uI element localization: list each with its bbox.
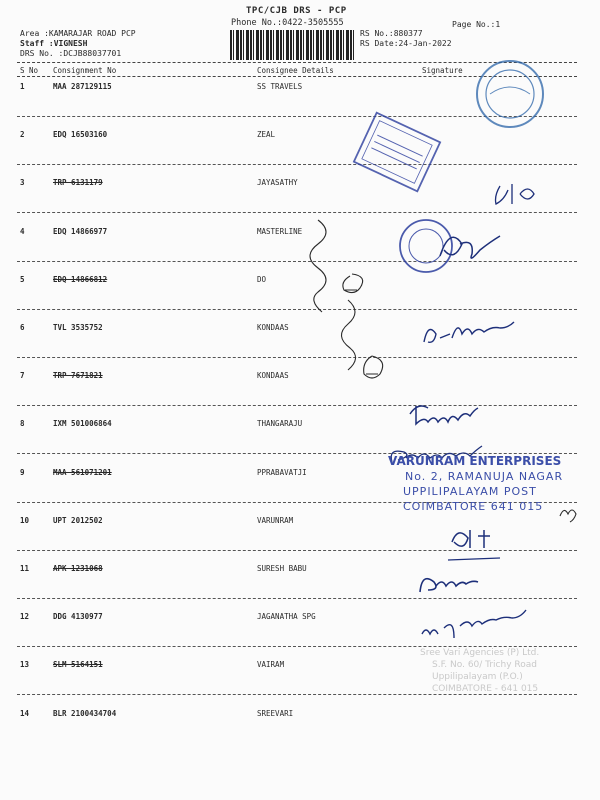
row-consignee-name: JAGANATHA SPG <box>257 612 316 622</box>
col-signature-header: Signature <box>422 66 463 75</box>
row-serial-number: 14 <box>20 708 30 718</box>
row-consignment-number: EDQ 14866812 <box>53 274 108 284</box>
page-number: Page No.:1 <box>452 20 501 29</box>
row-consignee-name: ZEAL <box>257 130 276 140</box>
stamp-varunram-line1: VARUNRAM ENTERPRISES <box>388 454 562 468</box>
row-consignee-name: PPRABAVATJI <box>257 467 307 477</box>
row-serial-number: 9 <box>20 467 25 477</box>
row-divider <box>17 405 577 406</box>
row-serial-number: 5 <box>20 274 25 284</box>
row-consignment-number: APK 1231068 <box>53 564 103 573</box>
row-consignment-number: TVL 3535752 <box>53 323 103 332</box>
row-serial-number: 4 <box>20 226 25 236</box>
staff-label: Staff :VIGNESH <box>20 39 88 48</box>
row-serial-number: 6 <box>20 323 25 332</box>
row-divider <box>17 212 577 213</box>
rs-number: RS No.:880377 <box>360 29 423 38</box>
stamp-varunram-line2: No. 2, RAMANUJA NAGAR <box>405 470 564 483</box>
rs-date: RS Date:24-Jan-2022 <box>360 39 452 48</box>
document-title: TPC/CJB DRS - PCP <box>246 6 347 16</box>
row-divider <box>17 309 577 310</box>
row-consignee-name: KONDAAS <box>257 323 289 332</box>
phone-number: Phone No.:0422-3505555 <box>231 18 344 28</box>
row-consignment-number: TRP 6131179 <box>53 178 103 188</box>
col-sno-header: S No <box>20 66 39 75</box>
row-consignment-number: MAA 287129115 <box>53 82 112 91</box>
row-serial-number: 12 <box>20 612 30 622</box>
row-serial-number: 10 <box>20 515 30 525</box>
stamp-sreevari-line2: S.F. No. 60/ Trichy Road <box>432 660 537 670</box>
row-divider <box>17 164 577 165</box>
row-consignment-number: TRP 7671821 <box>53 371 103 381</box>
stamp-varunram-line3: UPPILIPALAYAM POST <box>403 485 537 498</box>
row-serial-number: 7 <box>20 371 25 381</box>
barcode <box>230 30 354 60</box>
row-consignment-number: DDG 4130977 <box>53 612 103 622</box>
row-consignee-name: DO <box>257 274 267 284</box>
table-row <box>0 323 600 363</box>
table-row <box>0 709 600 749</box>
column-header-divider <box>17 76 577 77</box>
row-divider <box>17 550 577 551</box>
row-divider <box>17 694 577 695</box>
table-row <box>0 371 600 411</box>
row-consignment-number: MAA 561071201 <box>53 467 112 477</box>
table-row <box>0 178 600 218</box>
row-consignee-name: SURESH BABU <box>257 564 307 573</box>
table-row <box>0 275 600 315</box>
table-row <box>0 82 600 122</box>
stamp-sreevari-line4: COIMBATORE - 641 015 <box>432 684 539 694</box>
row-consignee-name: VARUNRAM <box>257 515 294 525</box>
table-row <box>0 130 600 170</box>
table-row <box>0 227 600 267</box>
row-divider <box>17 357 577 358</box>
row-consignment-number: EDQ 16503160 <box>53 130 108 140</box>
row-divider <box>17 116 577 117</box>
area-label: Area :KAMARAJAR ROAD PCP <box>20 29 136 38</box>
row-consignee-name: MASTERLINE <box>257 226 303 236</box>
table-row <box>0 564 600 604</box>
stamp-varunram-line4: COIMBATORE 641 015 <box>403 500 544 513</box>
row-consignee-name: VAIRAM <box>257 660 285 670</box>
row-serial-number: 8 <box>20 419 25 429</box>
row-serial-number: 13 <box>20 660 30 670</box>
row-consignment-number: IXM 501006864 <box>53 419 112 429</box>
row-consignee-name: KONDAAS <box>257 371 289 381</box>
row-consignment-number: UPT 2012502 <box>53 515 103 525</box>
row-serial-number: 1 <box>20 82 25 91</box>
stamp-sreevari-line1: Sree Vari Agencies (P) Ltd. <box>420 648 540 658</box>
row-consignee-name: JAYASATHY <box>257 178 298 188</box>
table-row <box>0 516 600 556</box>
row-consignment-number: BLR 2100434704 <box>53 708 117 718</box>
col-consignment-header: Consignment No <box>53 66 117 75</box>
stamp-sreevari-line3: Uppilipalayam (P.O.) <box>432 672 523 682</box>
row-consignee-name: SREEVARI <box>257 708 294 718</box>
row-consignment-number: SLM 5164151 <box>53 660 103 670</box>
col-details-header: Consignee Details <box>257 66 334 75</box>
row-consignee-name: THANGARAJU <box>257 419 303 429</box>
header-divider <box>17 62 577 63</box>
row-serial-number: 3 <box>20 178 25 188</box>
row-consignee-name: SS TRAVELS <box>257 82 303 91</box>
row-divider <box>17 598 577 599</box>
row-divider <box>17 261 577 262</box>
drs-number: DRS No. :DCJB88037701 <box>20 49 122 58</box>
row-serial-number: 2 <box>20 130 25 140</box>
row-serial-number: 11 <box>20 564 30 573</box>
table-row <box>0 612 600 652</box>
row-consignment-number: EDQ 14866977 <box>53 226 108 236</box>
